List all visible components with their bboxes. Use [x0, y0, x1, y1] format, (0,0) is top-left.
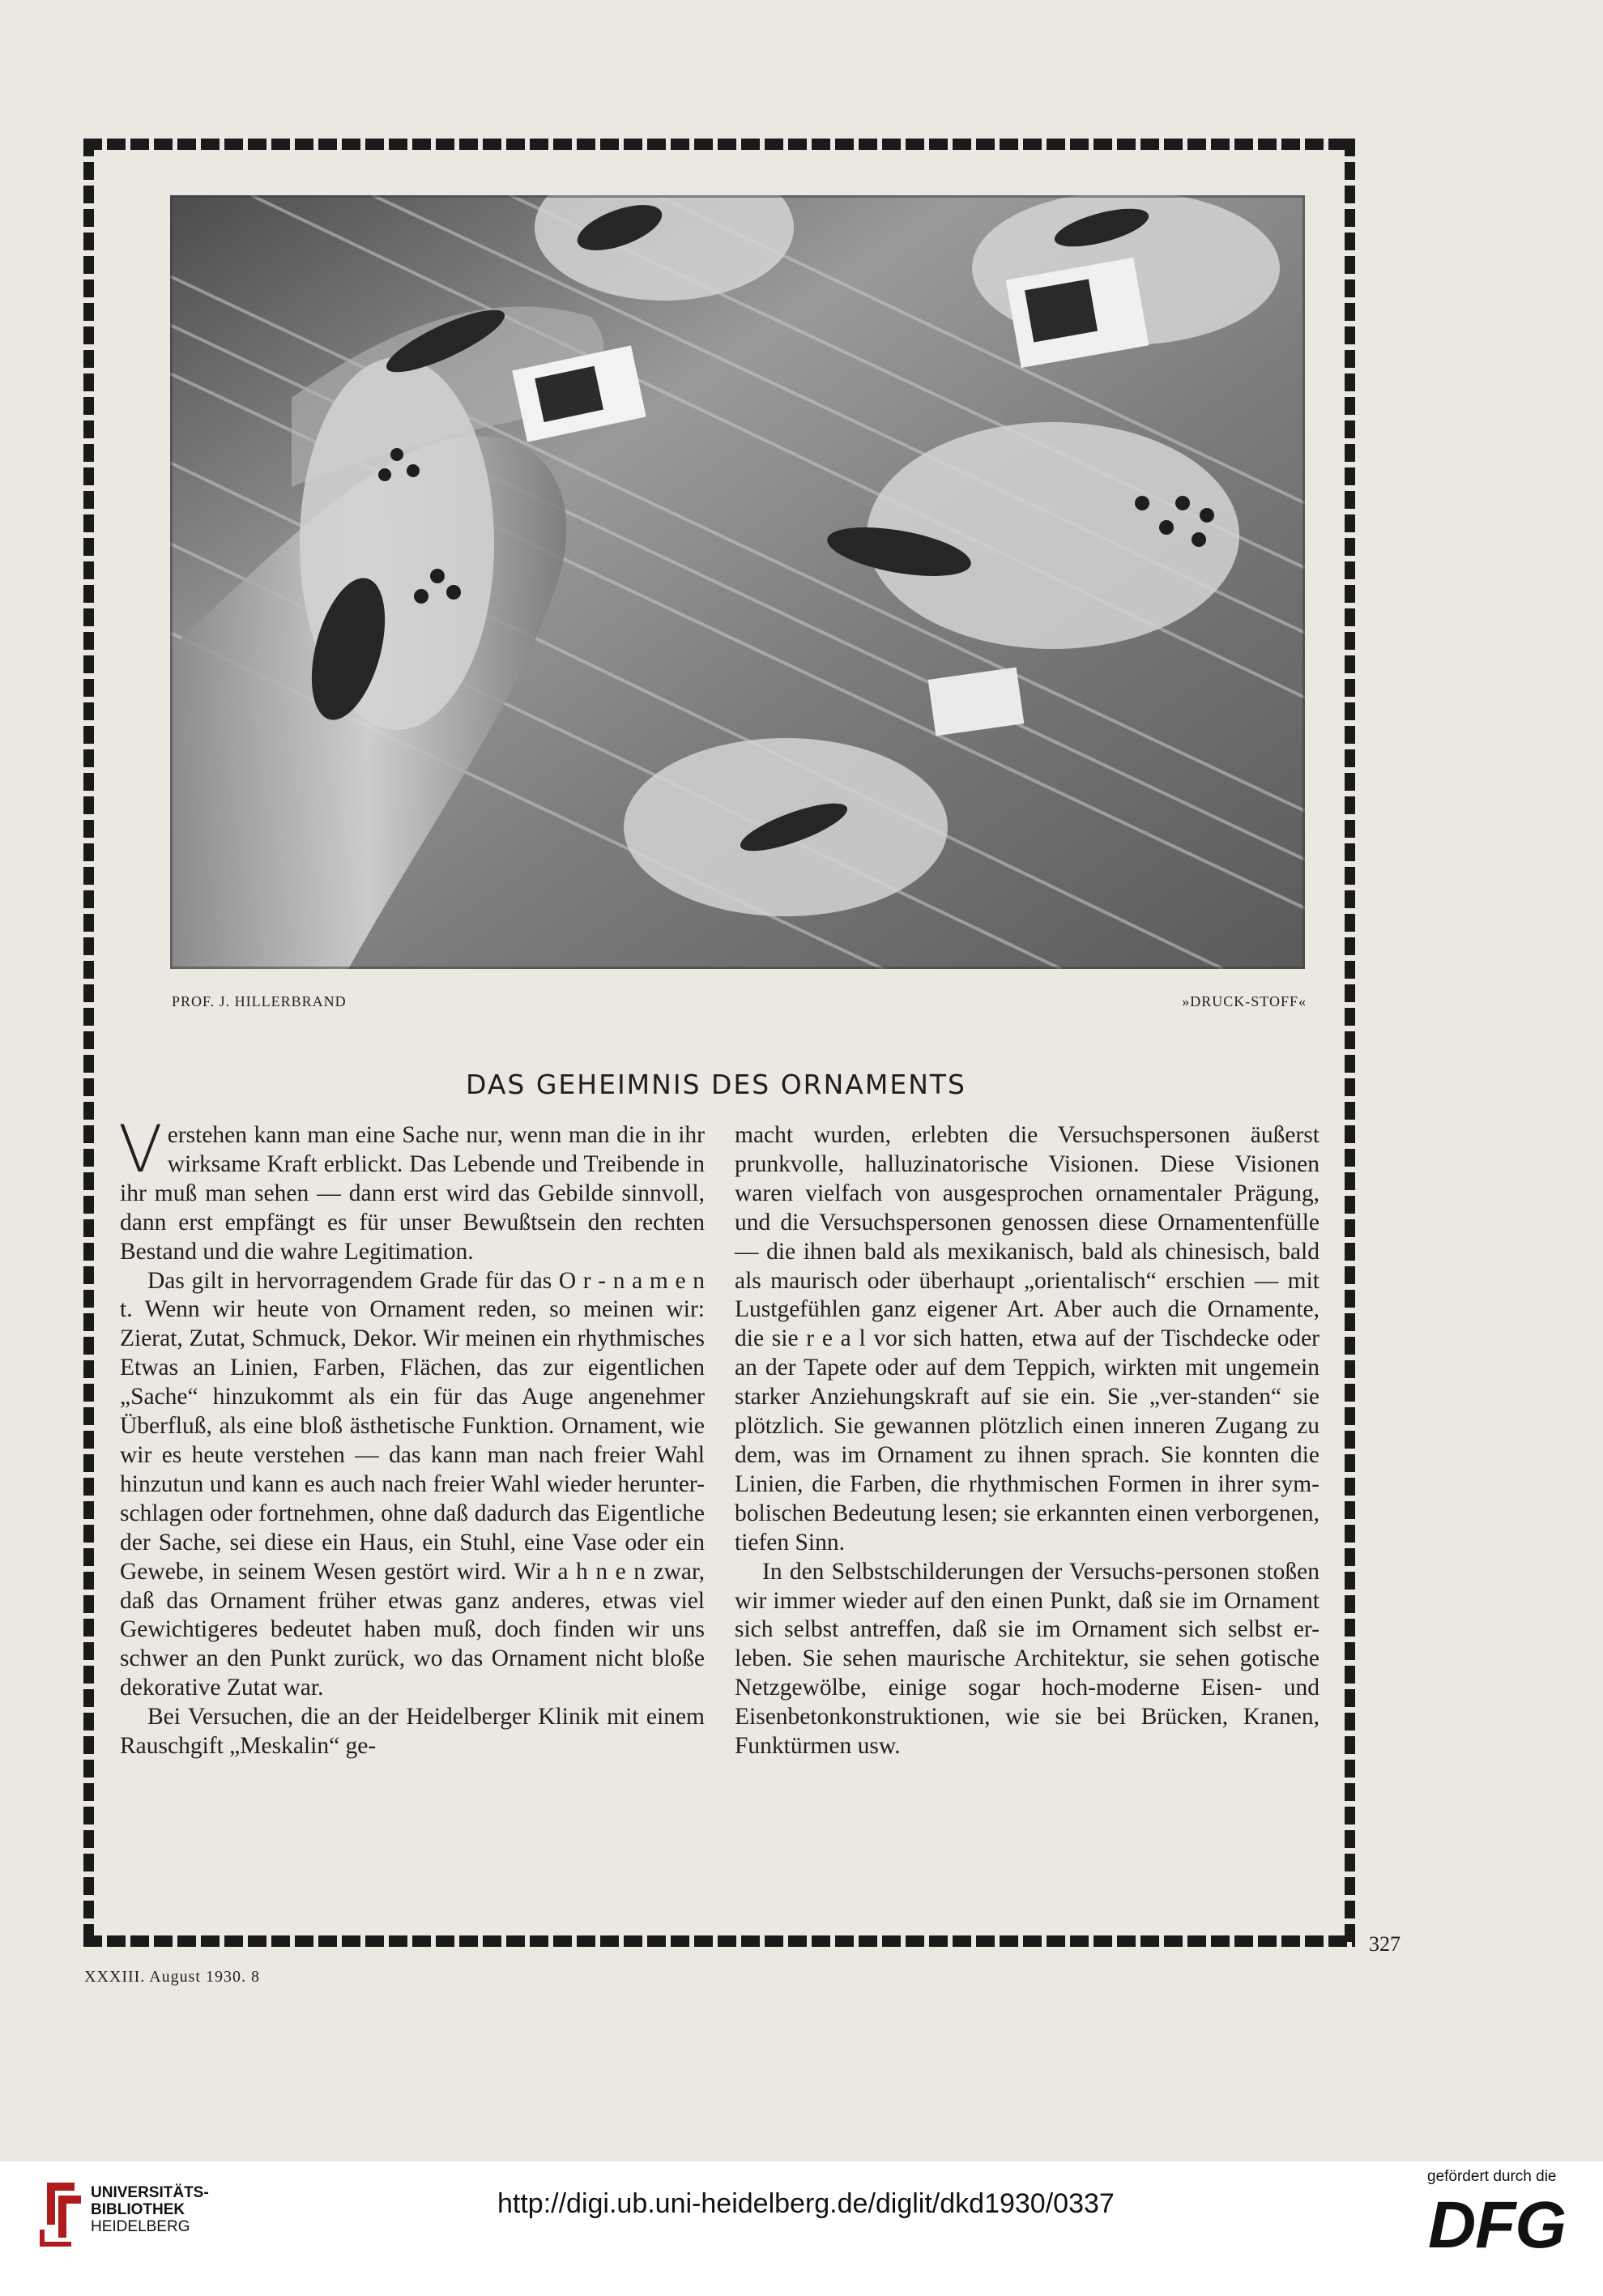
university-library-name — [91, 2184, 209, 2235]
photo-caption-title: »DRUCK-STOFF« — [1182, 993, 1307, 1009]
library-name-line: UNIVERSITÄTS- — [91, 2184, 209, 2201]
article-column-right — [735, 1121, 1319, 1761]
paragraph: In den Selbstschilderungen der Versuchs-personen stoßen wir immer wieder auf den einen Punkt, daß sie im Ornament sich selbst antreffen, daß sie im Ornament sich selbst er-leben. Sie sehen maurische Architektur, sie sehen gotische Netzgewölbe, einige sogar hoch-moderne Eisen- und Eisenbetonkonstruktionen, wie sie bei Brücken, Kranen, Funktürmen usw. — [735, 1558, 1319, 1760]
paragraph — [118, 1112, 705, 1267]
university-library-logo-icon — [39, 2179, 84, 2251]
frame-bottom-border — [83, 1935, 1355, 1947]
frame-right-border — [1345, 139, 1355, 1947]
page-number: 327 — [1369, 1932, 1400, 1956]
dfg-logo: DFG — [1428, 2188, 1567, 2262]
article-title: DAS GEHEIMNIS DES ORNAMENTS — [466, 1069, 966, 1100]
fabric-photograph — [170, 195, 1305, 969]
article-column-left — [118, 1112, 705, 1761]
library-name-line: HEIDELBERG — [91, 2218, 190, 2235]
digital-collection-link[interactable]: http://digi.ub.uni-heidelberg.de/diglit/dkd1930/0337 — [497, 2188, 1115, 2219]
issue-footnote: XXXIII. August 1930. 8 — [84, 1968, 260, 1986]
frame-top-border — [83, 139, 1355, 150]
drop-cap: V — [118, 1112, 163, 1187]
funding-note: gefördert durch die — [1427, 2168, 1557, 2185]
paragraph-text: erstehen kann man eine Sache nur, wenn man die in ihr wirksame Kraft erblickt. Das Lebende und Treibende in ihr muß man sehen — dann erst wird das Gebilde sinnvoll, dann erst empfängt es für unser Bewußtsein den rechten Bestand und die wahre Legitimation. — [120, 1122, 705, 1265]
frame-left-border — [83, 139, 94, 1947]
library-name-line: BIBLIOTHEK — [91, 2201, 185, 2218]
paragraph: Bei Versuchen, die an der Heidelberger Klinik mit einem Rauschgift „Meskalin“ ge- — [120, 1704, 705, 1760]
paragraph: Das gilt in hervorragendem Grade für das O r - n a m e n t. Wenn wir heute von Ornament reden, so meinen wir: Zierat, Zutat, Schmuck, Dekor. Wir meinen ein rhythmisches Etwas an Linien, Farben, Flächen, das zur eigentlichen „Sache“ hinzukommt als ein für das Auge angenehmer Überfluß, als eine bloß ästhetische Funktion. Ornament, wie wir es heute verstehen — das kann man nach freier Wahl hinzutun und kann es auch nach freier Wahl wieder herunter-schlagen oder fortnehmen, ohne daß dadurch das Eigentliche der Sache, sei diese ein Haus, ein Stuhl, eine Vase oder ein Gewebe, in seinem Wesen gestört wird. Wir a h n e n zwar, daß das Ornament früher etwas ganz anderes, etwas viel Gewichtigeres bedeutet haben muß, doch finden wir uns schwer an den Punkt zurück, wo das Ornament nicht bloße dekorative Zutat war. — [120, 1267, 705, 1701]
paragraph: macht wurden, erlebten die Versuchspersonen äußerst prunkvolle, halluzinatorische Visionen. Diese Visionen waren vielfach von ausgesprochen ornamentaler Prägung, und die Versuchspersonen genossen diese Ornamentenfülle — die ihnen bald als mexikanisch, bald als chinesisch, bald als maurisch oder überhaupt „orientalisch“ erschien — mit Lustgefühlen ganz eigener Art. Aber auch die Ornamente, die sie r e a l vor sich hatten, etwa auf der Tischdecke oder an der Tapete oder auf dem Teppich, wirkten mit ungemein starker Anziehungskraft auf sie ein. Sie „ver-standen“ sie plötzlich. Sie gewannen plötzlich einen inneren Zugang zu dem, was im Ornament zu ihnen sprach. Sie konnten die Linien, die Farben, die rhythmischen Formen in ihrer sym-bolischen Bedeutung lesen; sie erkannten einen verborgenen, tiefen Sinn. — [735, 1122, 1319, 1556]
photo-caption-artist: PROF. J. HILLERBRAND — [172, 993, 347, 1009]
digitization-footer — [0, 2162, 1603, 2296]
